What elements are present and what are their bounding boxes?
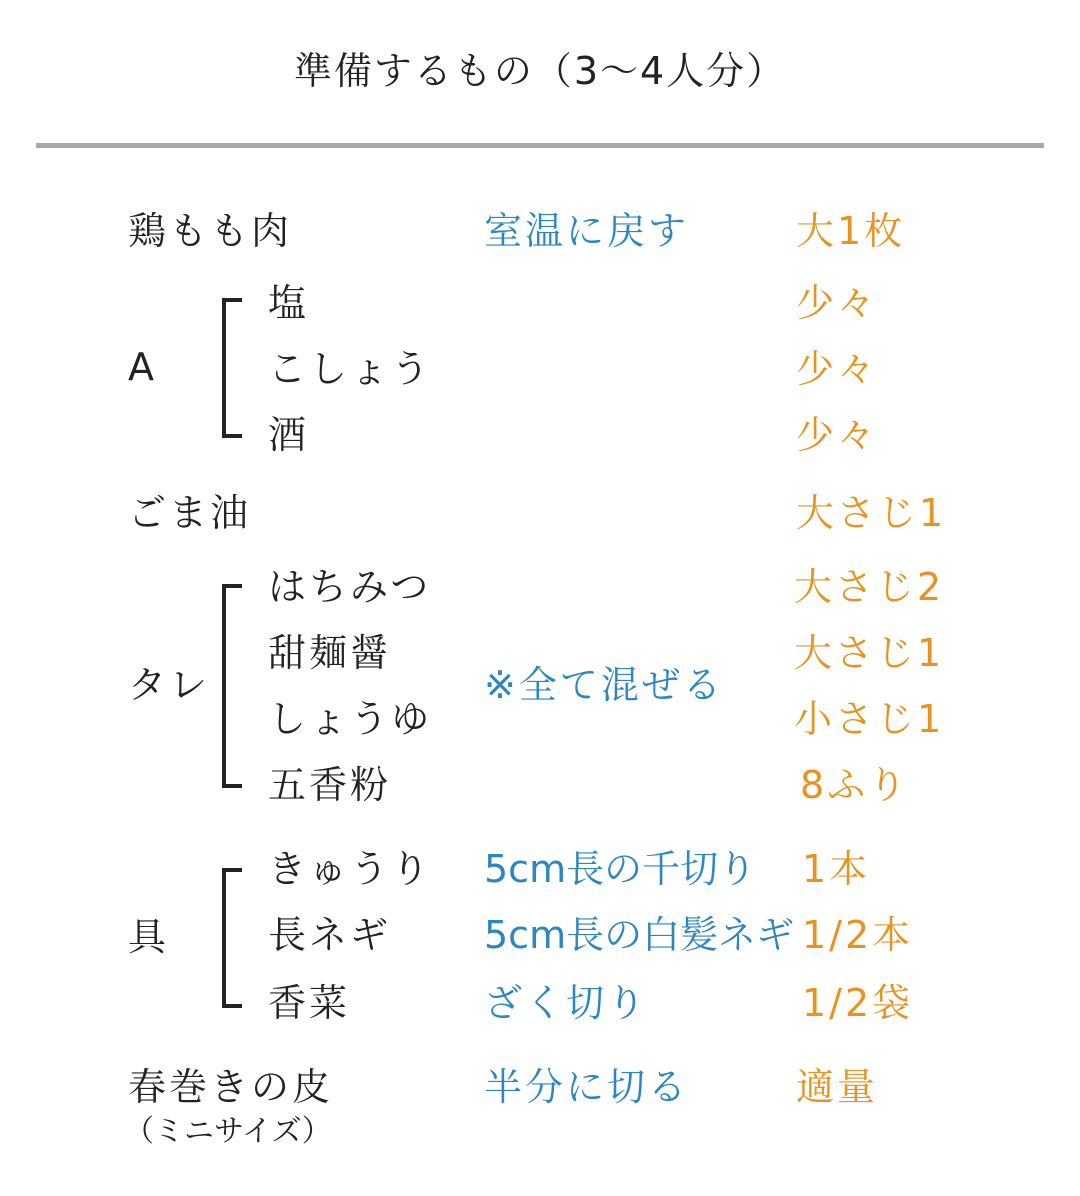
- divider: [36, 143, 1044, 148]
- ingredient-amount-cucumber: 1本: [802, 847, 871, 891]
- page-title: 準備するもの（3〜4人分）: [293, 49, 787, 93]
- ingredient-name-cucumber: きゅうり: [268, 847, 433, 891]
- ingredient-amount-wrapper: 適量: [796, 1065, 879, 1109]
- bracket-fillings: [222, 868, 242, 1008]
- ingredient-amount-tianmianjiang: 大さじ1: [794, 631, 945, 675]
- ingredient-amount-sesame-oil: 大さじ1: [796, 491, 947, 535]
- ingredient-amount-leek: 1/2本: [802, 913, 914, 957]
- ingredient-name-chicken: 鶏もも肉: [128, 209, 293, 253]
- ingredient-name-sesame-oil: ごま油: [128, 491, 252, 535]
- ingredient-note-cucumber: 5cm長の千切り: [484, 847, 757, 891]
- ingredient-amount-soy-sauce: 小さじ1: [794, 697, 945, 741]
- ingredient-name-wrapper: 春巻きの皮: [128, 1065, 334, 1109]
- ingredient-name-honey: はちみつ: [268, 565, 432, 609]
- ingredient-note-leek: 5cm長の白髪ネギ: [484, 913, 795, 957]
- ingredient-note-wrapper: 半分に切る: [484, 1065, 690, 1109]
- ingredient-note-cilantro: ざく切り: [484, 981, 649, 1025]
- ingredient-amount-cilantro: 1/2袋: [802, 981, 914, 1025]
- group-label-sauce: タレ: [128, 663, 211, 707]
- bracket-a: [222, 298, 242, 438]
- ingredient-amount-salt: 少々: [796, 281, 879, 325]
- ingredient-name-soy-sauce: しょうゆ: [268, 697, 433, 741]
- ingredient-amount-honey: 大さじ2: [794, 565, 945, 609]
- group-label-a: A: [128, 345, 157, 389]
- group-label-fillings: 具: [128, 915, 170, 959]
- bracket-sauce: [222, 584, 242, 788]
- ingredient-name-sake: 酒: [268, 413, 310, 457]
- sauce-note: ※全て混ぜる: [484, 663, 724, 707]
- ingredient-name-pepper: こしょう: [268, 347, 433, 391]
- ingredient-amount-five-spice: 8ふり: [800, 763, 910, 807]
- ingredient-name-cilantro: 香菜: [268, 981, 351, 1025]
- ingredient-name-tianmianjiang: 甜麺醤: [268, 631, 392, 675]
- ingredient-amount-sake: 少々: [796, 413, 879, 457]
- ingredient-subname-wrapper: （ミニサイズ）: [124, 1114, 332, 1149]
- ingredient-amount-chicken: 大1枚: [796, 209, 906, 253]
- ingredient-name-salt: 塩: [268, 281, 310, 325]
- ingredient-name-leek: 長ネギ: [268, 913, 392, 957]
- ingredient-amount-pepper: 少々: [796, 347, 879, 391]
- ingredient-note-chicken: 室温に戻す: [484, 209, 690, 253]
- ingredient-name-five-spice: 五香粉: [268, 763, 392, 807]
